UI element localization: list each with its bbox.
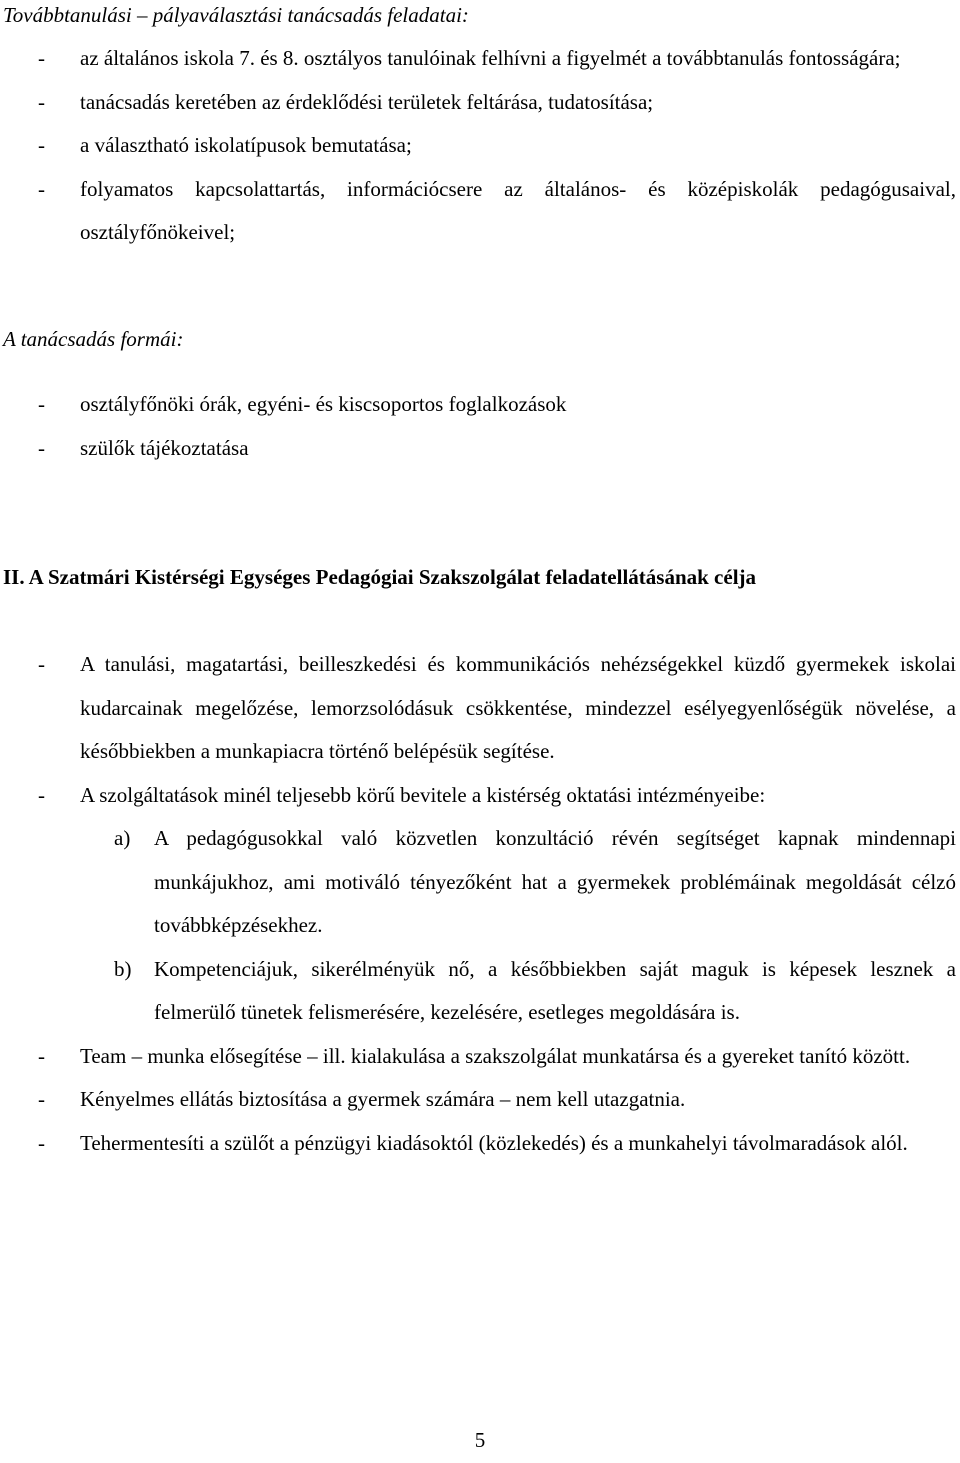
page-number: 5 <box>474 1428 486 1452</box>
section-heading-service-goal: II. A Szatmári Kistérségi Egységes Pedagógiai Szakszolgálat feladatellátásának célja <box>3 565 757 589</box>
list-item-text: az általános iskola 7. és 8. osztályos tanulóinak felhívni a figyelmét a továbbtanulás fontosságára; <box>80 46 901 70</box>
list-item <box>0 427 958 471</box>
list-item <box>0 81 958 125</box>
list-item <box>0 1122 958 1166</box>
sub-list-marker: b) <box>114 956 132 981</box>
bullet-dash: - <box>38 89 45 114</box>
section-heading-pathway-advice: Továbbtanulási – pályaválasztási tanácsadás feladatai: <box>3 3 469 27</box>
bullet-list-pathway-tasks <box>0 37 958 255</box>
list-item-text: osztályfőnöki órák, egyéni- és kiscsoportos foglalkozások <box>80 392 567 416</box>
bullet-dash: - <box>38 176 45 201</box>
sub-list-item-text: Kompetenciájuk, sikerélményük nő, a későbbiekben saját maguk is képesek lesznek a felmerülő tünetek felismerésére, kezelésére, esetleges megoldására is. <box>154 956 956 1024</box>
bullet-dash: - <box>38 1087 45 1111</box>
list-item-text: a választható iskolatípusok bemutatása; <box>80 133 412 157</box>
bullet-dash: - <box>38 1043 45 1068</box>
list-item-text: tanácsadás keretében az érdeklődési területek feltárása, tudatosítása; <box>80 89 654 114</box>
list-item <box>0 168 958 255</box>
list-item <box>0 774 958 818</box>
bullet-list-advice-forms <box>0 383 958 470</box>
sub-list-item <box>0 948 958 1035</box>
bullet-list-service-goals <box>0 643 958 1165</box>
bullet-dash: - <box>38 435 45 460</box>
list-item <box>0 643 958 774</box>
list-item-text: A szolgáltatások minél teljesebb körű bevitele a kistérség oktatási intézményeibe: <box>80 782 766 807</box>
sub-list-item <box>0 817 958 948</box>
list-item-text: Team – munka elősegítése – ill. kialakulása a szakszolgálat munkatársa és a gyereket tanító között. <box>80 1043 911 1068</box>
section-heading-advice-forms: A tanácsadás formái: <box>3 327 184 351</box>
sub-list-item-text: A pedagógusokkal való közvetlen konzultáció révén segítséget kapnak mindennapi munkájukhoz, ami motiváló tényezőként hat a gyermekek problémáinak megoldását célzó továbbképzésekhez. <box>154 826 956 937</box>
bullet-dash: - <box>38 652 45 676</box>
bullet-dash: - <box>38 1130 45 1155</box>
bullet-dash: - <box>38 46 45 70</box>
list-item <box>0 124 958 168</box>
list-item-text: Kényelmes ellátás biztosítása a gyermek számára – nem kell utazgatnia. <box>80 1087 686 1111</box>
sub-list-marker: a) <box>114 826 131 850</box>
list-item-text: Tehermentesíti a szülőt a pénzügyi kiadásoktól (közlekedés) és a munkahelyi távolmaradások alól. <box>80 1130 908 1155</box>
list-item-text: folyamatos kapcsolattartás, információcsere az általános- és középiskolák pedagógusaival, osztályfőnökeivel; <box>80 176 956 244</box>
list-item <box>0 383 958 427</box>
list-item-text: szülők tájékoztatása <box>80 435 249 460</box>
list-item <box>0 37 958 81</box>
list-item-text: A tanulási, magatartási, beilleszkedési és kommunikációs nehézségekkel küzdő gyermekek iskolai kudarcainak megelőzése, lemorzsolódásuk csökkentése, mindezzel esélyegyenlőségük növelése, a későbbiekben a munkapiacra történő belépésük segítése. <box>80 652 956 763</box>
bullet-dash: - <box>38 133 45 157</box>
list-item <box>0 1035 958 1079</box>
list-item <box>0 1078 958 1122</box>
bullet-dash: - <box>38 782 45 807</box>
bullet-dash: - <box>38 392 45 416</box>
